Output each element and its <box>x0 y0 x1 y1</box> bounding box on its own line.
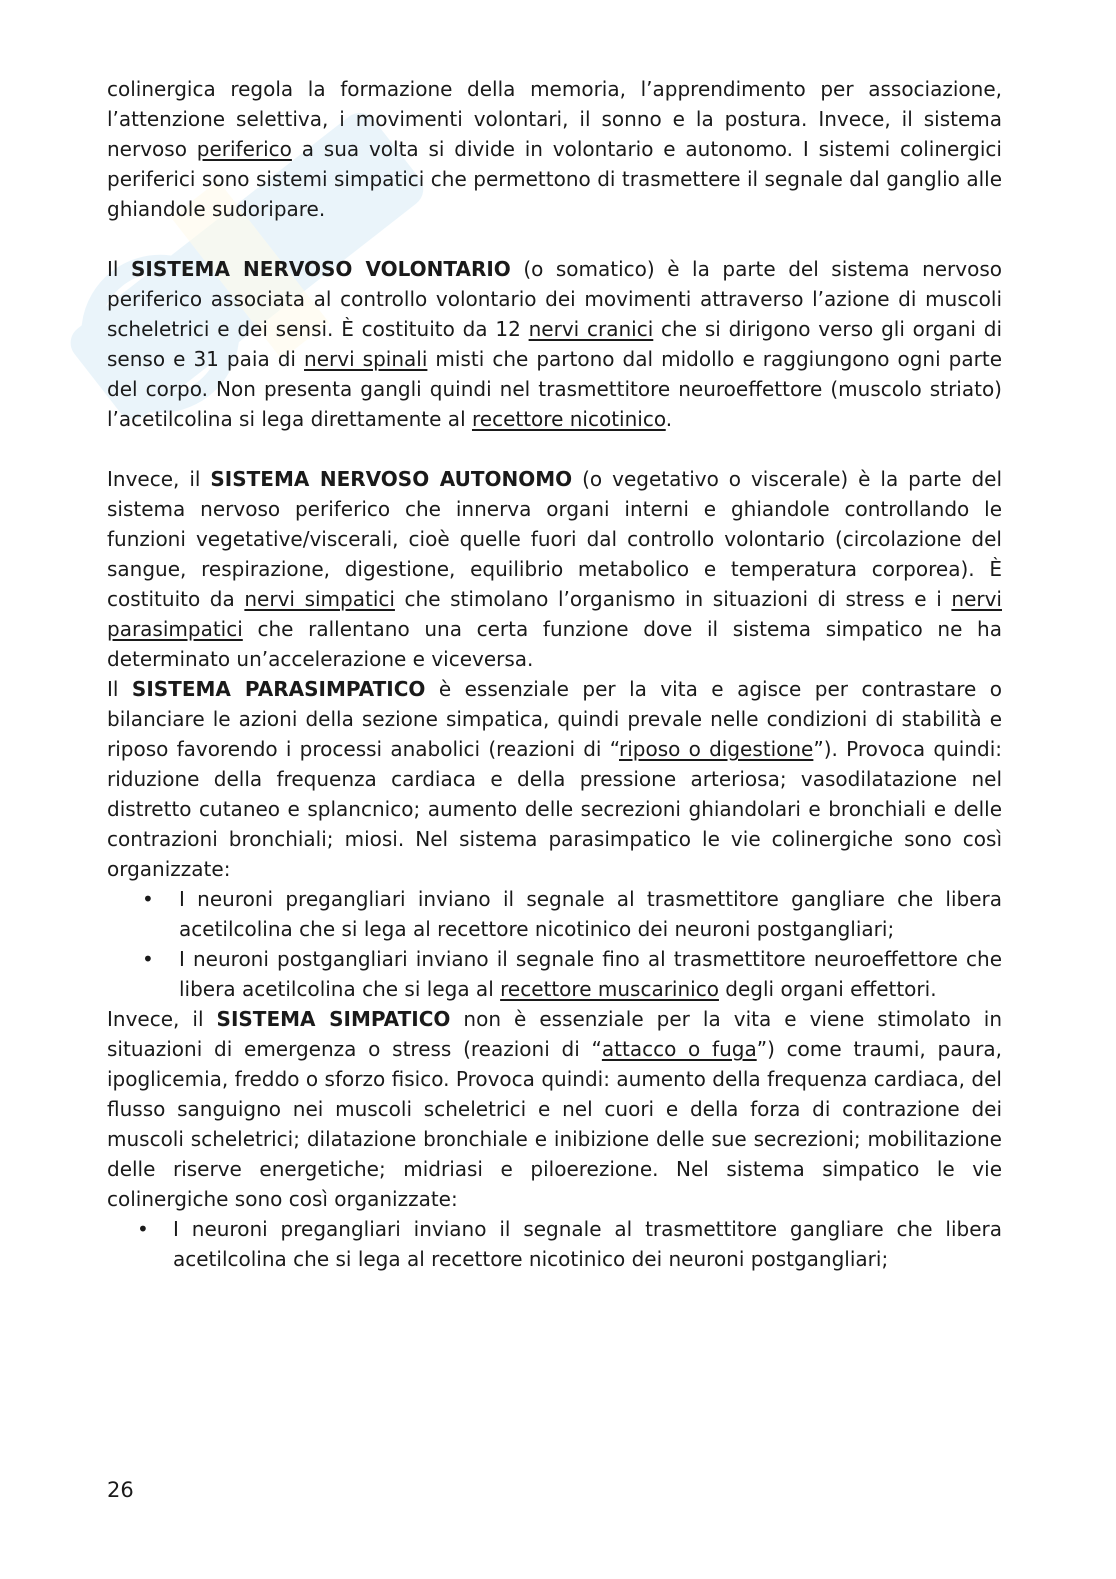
term-recettore-muscarinico: recettore muscarinico <box>500 977 719 1001</box>
list-item: • I neuroni pregangliari inviano il segnale al trasmettitore gangliare che libera acetilcolina che si lega al recettore nicotinico dei neuroni postgangliari; <box>107 884 1002 944</box>
heading-sistema-simpatico: SISTEMA SIMPATICO <box>216 1007 451 1031</box>
paragraph-parasimpatico: Il SISTEMA PARASIMPATICO è essenziale per la vita e agisce per contrastare o bilanciare le azioni della sezione simpatica, quindi prevale nelle condizioni di stabilità e riposo favorendo i processi anabolici (reazioni di “riposo o digestione”). Provoca quindi: riduzione della frequenza cardiaca e della pressione arteriosa; vasodilatazione nel distretto cutaneo e splancnico; aumento delle secrezioni ghiandolari e bronchiali e delle contrazioni bronchiali; miosi. Nel sistema parasimpatico le vie colinergiche sono così organizzate: <box>107 677 1002 881</box>
term-nervi-parasimpatici: nervi parasimpatici <box>107 587 1002 641</box>
term-riposo-digestione: riposo o digestione <box>619 737 814 761</box>
heading-sistema-volontario: SISTEMA NERVOSO VOLONTARIO <box>130 257 511 281</box>
term-attacco-fuga: attacco o fuga <box>601 1037 757 1061</box>
paragraph-volontario: Il SISTEMA NERVOSO VOLONTARIO (o somatico) è la parte del sistema nervoso periferico associata al controllo volontario dei movimenti attraverso l’azione di muscoli scheletrici e dei sensi. È costituito da 12 nervi cranici che si dirigono verso gli organi di senso e 31 paia di nervi spinali misti che partono dal midollo e raggiungono ogni parte del corpo. Non presenta gangli quindi nel trasmettitore neuroeffettore (muscolo striato) l’acetilcolina si lega direttamente al recettore nicotinico. <box>107 257 1003 431</box>
paragraph-intro: colinergica regola la formazione della memoria, l’apprendimento per associazione, l’attenzione selettiva, i movimenti volontari, il sonno e la postura. Invece, il sistema nervoso periferico a sua volta si divide in volontario e autonomo. I sistemi colinergici periferici sono sistemi simpatici che permettono di trasmettere il segnale dal ganglio alle ghiandole sudoripare. <box>107 77 1002 221</box>
link-periferico: periferico <box>196 137 292 161</box>
list-item: • I neuroni postgangliari inviano il segnale fino al trasmettitore neuroeffettore che libera acetilcolina che si lega al recettore muscarinico degli organi effettori. <box>107 944 1002 1004</box>
term-nervi-spinali: nervi spinali <box>304 347 428 371</box>
document-body <box>107 74 1002 1274</box>
paragraph-simpatico: Invece, il SISTEMA SIMPATICO non è essenziale per la vita e viene stimolato in situazioni di emergenza o stress (reazioni di “attacco o fuga”) come traumi, paura, ipoglicemia, freddo o sforzo fisico. Provoca quindi: aumento della frequenza cardiaca, del flusso sanguigno nei muscoli scheletrici e nel cuori e della forza di contrazione dei muscoli scheletrici; dilatazione bronchiale e inibizione delle sue secrezioni; mobilitazione delle riserve energetiche; midriasi e piloerezione. Nel sistema simpatico le vie colinergiche sono così organizzate: <box>107 1007 1002 1211</box>
page-number: 26 <box>107 1478 134 1502</box>
list-simpatico <box>107 1214 1002 1274</box>
paragraph-autonomo: Invece, il SISTEMA NERVOSO AUTONOMO (o vegetativo o viscerale) è la parte del sistema nervoso periferico che innerva organi interni e ghiandole controllando le funzioni vegetative/viscerali, cioè quelle fuori dal controllo volontario (circolazione del sangue, respirazione, digestione, equilibrio metabolico e temperatura corporea). È costituito da nervi simpatici che stimolano l’organismo in situazioni di stress e i nervi parasimpatici che rallentano una certa funzione dove il sistema simpatico ne ha determinato un’accelerazione e viceversa. <box>107 467 1003 671</box>
list-item: • I neuroni pregangliari inviano il segnale al trasmettitore gangliare che libera acetilcolina che si lega al recettore nicotinico dei neuroni postgangliari; <box>107 1214 1002 1274</box>
list-parasimpatico <box>107 884 1002 1004</box>
term-recettore-nicotinico: recettore nicotinico <box>471 407 666 431</box>
heading-sistema-parasimpatico: SISTEMA PARASIMPATICO <box>131 677 426 701</box>
term-nervi-cranici: nervi cranici <box>528 317 654 341</box>
heading-sistema-autonomo: SISTEMA NERVOSO AUTONOMO <box>210 467 573 491</box>
term-nervi-simpatici: nervi simpatici <box>244 587 395 611</box>
